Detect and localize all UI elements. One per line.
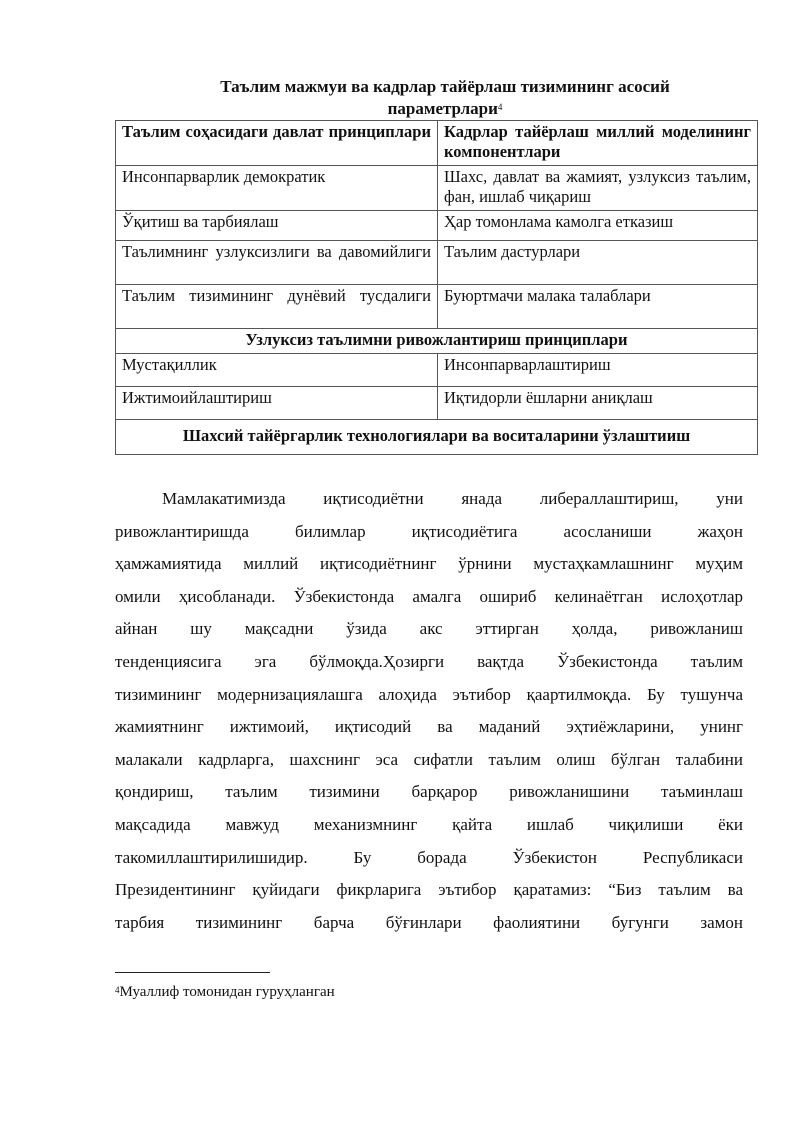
section-header-row bbox=[116, 420, 758, 455]
paragraph-line: омили ҳисобланади. Ўзбекистонда амалга ошириб келинаётган ислоҳотлар bbox=[115, 586, 743, 606]
header-cell-left: Таълим соҳасидаги давлат принциплари bbox=[116, 121, 438, 166]
caption-line-2-text: параметрлари bbox=[387, 99, 498, 118]
body-paragraph bbox=[115, 483, 743, 939]
paragraph-line: айнан шу мақсадни ўзида акс эттирган ҳолда, ривожланиш bbox=[115, 619, 743, 639]
caption-line-2 bbox=[180, 98, 710, 120]
table-header-row bbox=[116, 121, 758, 166]
paragraph-line: тенденциясига эга бўлмоқда.Ҳозирги вақтда Ўзбекистонда таълим bbox=[115, 651, 743, 671]
table-row bbox=[116, 285, 758, 329]
footnote-text: Муаллиф томонидан гуруҳланган bbox=[119, 984, 335, 1000]
table-cell: Иқтидорли ёшларни аниқлаш bbox=[438, 387, 758, 420]
table-cell: Ҳар томонлама камолга етказиш bbox=[438, 211, 758, 241]
table-cell: Шахс, давлат ва жамият, узлуксиз таълим, фан, ишлаб чиқариш bbox=[438, 166, 758, 211]
paragraph-line: жамиятнинг ижтимоий, иқтисодий ва маданий эҳтиёжларини, унинг bbox=[115, 717, 743, 737]
section-header-row bbox=[116, 329, 758, 354]
table-cell: Таълимнинг узлуксизлиги ва давомийлиги bbox=[116, 241, 438, 285]
table-cell: Мустақиллик bbox=[116, 354, 438, 387]
paragraph-line: ҳамжамиятида миллий иқтисодиётнинг ўрнини мустаҳкамлашнинг муҳим bbox=[115, 554, 743, 574]
table-row bbox=[116, 211, 758, 241]
table-cell: Ўқитиш ва тарбиялаш bbox=[116, 211, 438, 241]
table-caption bbox=[180, 76, 710, 120]
paragraph-line: Президентининг қуйидаги фикрларига эътибор қаратамиз: “Биз таълим ва bbox=[115, 880, 743, 900]
section-title-personal-training: Шахсий тайёргарлик технологиялари ва воситаларини ўзлаштииш bbox=[116, 420, 758, 455]
section-title-continuous-education: Узлуксиз таълимни ривожлантириш принциплари bbox=[116, 329, 758, 354]
table-cell: Ижтимоийлаштириш bbox=[116, 387, 438, 420]
paragraph-line: малакали кадрларга, шахснинг эса сифатли таълим олиш бўлган талабини bbox=[115, 749, 743, 769]
paragraph-line: ривожлантиришда билимлар иқтисодиётига асосланиши жаҳон bbox=[115, 521, 743, 541]
caption-footnote-ref: 4 bbox=[497, 102, 503, 112]
header-cell-right: Кадрлар тайёрлаш миллий моделининг компонентлари bbox=[438, 121, 758, 166]
paragraph-line: тизимининг модернизациялашга алоҳида эътибор қаартилмоқда. Бу тушунча bbox=[115, 684, 743, 704]
paragraph-line: мақсадида мавжуд механизмнинг қайта ишлаб чиқилиши ёки bbox=[115, 814, 743, 834]
footnote-separator bbox=[115, 972, 270, 973]
table-cell: Таълим тизимининг дунёвий тусдалиги bbox=[116, 285, 438, 329]
paragraph-line: такомиллаштирилишидир. Бу борада Ўзбекистон Республикаси bbox=[115, 847, 743, 867]
table-cell: Инсонпарварлик демократик bbox=[116, 166, 438, 211]
table-row bbox=[116, 241, 758, 285]
paragraph-line: тарбия тизимининг барча бўғинлари фаолиятини бугунги замон bbox=[115, 912, 743, 932]
footnote bbox=[115, 982, 335, 1002]
table-row bbox=[116, 354, 758, 387]
parameters-table bbox=[115, 120, 758, 455]
caption-line-1: Таълим мажмуи ва кадрлар тайёрлаш тизимининг асосий bbox=[220, 77, 670, 96]
table-row bbox=[116, 166, 758, 211]
table-cell: Буюртмачи малака талаблари bbox=[438, 285, 758, 329]
table-row bbox=[116, 387, 758, 420]
paragraph-line: Мамлакатимизда иқтисодиётни янада либераллаштириш, уни bbox=[162, 489, 743, 508]
table-cell: Таълим дастурлари bbox=[438, 241, 758, 285]
paragraph-line: қондириш, таълим тизимини барқарор ривожланишини таъминлаш bbox=[115, 782, 743, 802]
table-cell: Инсонпарварлаштириш bbox=[438, 354, 758, 387]
footnote-number: 4 bbox=[115, 985, 120, 995]
